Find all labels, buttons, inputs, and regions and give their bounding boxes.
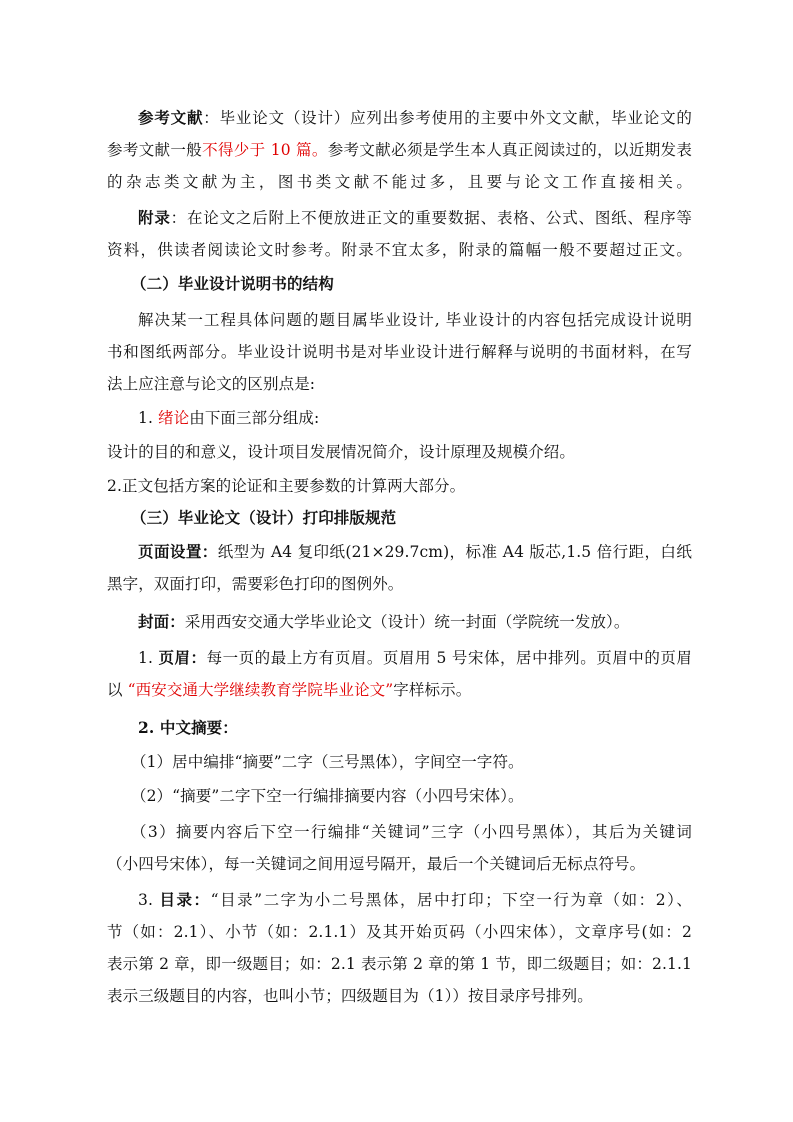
references-label: 参考文献 — [138, 108, 204, 127]
header-label: 页眉： — [158, 648, 207, 667]
header-line-1: 1. 页眉：每一页的最上方有页眉。页眉用 5 号宋体，居中排列。页眉中的页眉 — [138, 648, 692, 667]
appendix-label: 附录 — [138, 208, 171, 227]
cover-line: 封面：采用西安交通大学毕业论文（设计）统一封面（学院统一发放）。 — [138, 612, 630, 631]
toc-line-3: 表示第 2 章，即一级题目；如：2.1 表示第 2 章的第 1 节，即二级题目；如：2.1.1 — [107, 955, 692, 973]
section-2-para-line-2: 书和图纸两部分。毕业设计说明书是对毕业设计进行解释与说明的书面材料，在写 — [107, 343, 692, 361]
abstract-rule-1: （1）居中编排“摘要”二字（三号黑体），字间空一字符。 — [131, 753, 524, 771]
header-sample-text: “西安交通大学继续教育学院毕业论文” — [127, 681, 394, 699]
intro-term: 绪论 — [158, 409, 190, 427]
section-3 — [107, 502, 692, 1012]
page-setup-line-1: 页面设置：纸型为 A4 复印纸(21×29.7cm)，标准 A4 版芯,1.5 倍行距，白纸 — [138, 542, 692, 561]
references-line-3: 的杂志类文献为主，图书类文献不能过多，且要与论文工作直接相关。 — [107, 173, 692, 191]
appendix-paragraph — [107, 202, 692, 266]
references-line-1: 参考文献：毕业论文（设计）应列出参考使用的主要中外文文献，毕业论文的 — [138, 108, 692, 127]
references-minimum-count: 不得少于 10 篇。 — [202, 141, 328, 159]
section-2-para-line-3: 法上应注意与论文的区别点是: — [107, 375, 316, 393]
toc-line-2: 节（如：2.1）、小节（如：2.1.1）及其开始页码（小四宋体），文章序号(如：2 — [107, 923, 692, 941]
abstract-rule-3-line-1: （3）摘要内容后下空一行编排“关键词”三字（小四号黑体），其后为关键词 — [131, 823, 692, 841]
appendix-line-1: 附录：在论文之后附上不便放进正文的重要数据、表格、公式、图纸、程序等 — [138, 208, 692, 227]
page-setup-line-2: 黑字，双面打印，需要彩色打印的图例外。 — [107, 575, 404, 593]
references-paragraph — [107, 102, 692, 198]
toc-line-1: 3. 目录：“目录”二字为小二号黑体，居中打印；下空一行为章（如：2）、 — [138, 890, 692, 909]
section-3-heading: （三）毕业论文（设计）打印排版规范 — [131, 508, 397, 527]
cover-label: 封面： — [138, 612, 185, 631]
section-2-heading: （二）毕业设计说明书的结构 — [131, 274, 334, 293]
references-line-2: 参考文献一般不得少于 10 篇。参考文献必须是学生本人真正阅读过的，以近期发表 — [107, 141, 692, 159]
intro-item: 1. 绪论由下面三部分组成: — [138, 409, 320, 427]
abstract-heading: 2. 中文摘要： — [138, 718, 238, 737]
intro-detail: 设计的目的和意义，设计项目发展情况简介，设计原理及规模介绍。 — [107, 443, 576, 461]
abstract-rule-3-line-2: （小四号宋体），每一关键词之间用逗号隔开，最后一个关键词后无标点符号。 — [107, 855, 646, 873]
toc-line-4: 表示三级题目的内容，也叫小节；四级题目为（1））按目录序号排列。 — [107, 987, 593, 1005]
toc-label: 目录： — [159, 890, 211, 909]
page-setup-label: 页面设置： — [138, 542, 218, 561]
header-line-2: 以 “西安交通大学继续教育学院毕业论文”字样标示。 — [107, 681, 472, 699]
section-2 — [107, 268, 692, 502]
body-item: 2.正文包括方案的论证和主要参数的计算两大部分。 — [107, 477, 466, 495]
appendix-line-2: 资料，供读者阅读论文时参考。附录不宜太多，附录的篇幅一般不要超过正文。 — [107, 241, 692, 259]
section-2-para-line-1: 解决某一工程具体问题的题目属毕业设计, 毕业设计的内容包括完成设计说明 — [138, 311, 692, 329]
abstract-rule-2: （2）“摘要”二字下空一行编排摘要内容（小四号宋体）。 — [131, 787, 524, 805]
